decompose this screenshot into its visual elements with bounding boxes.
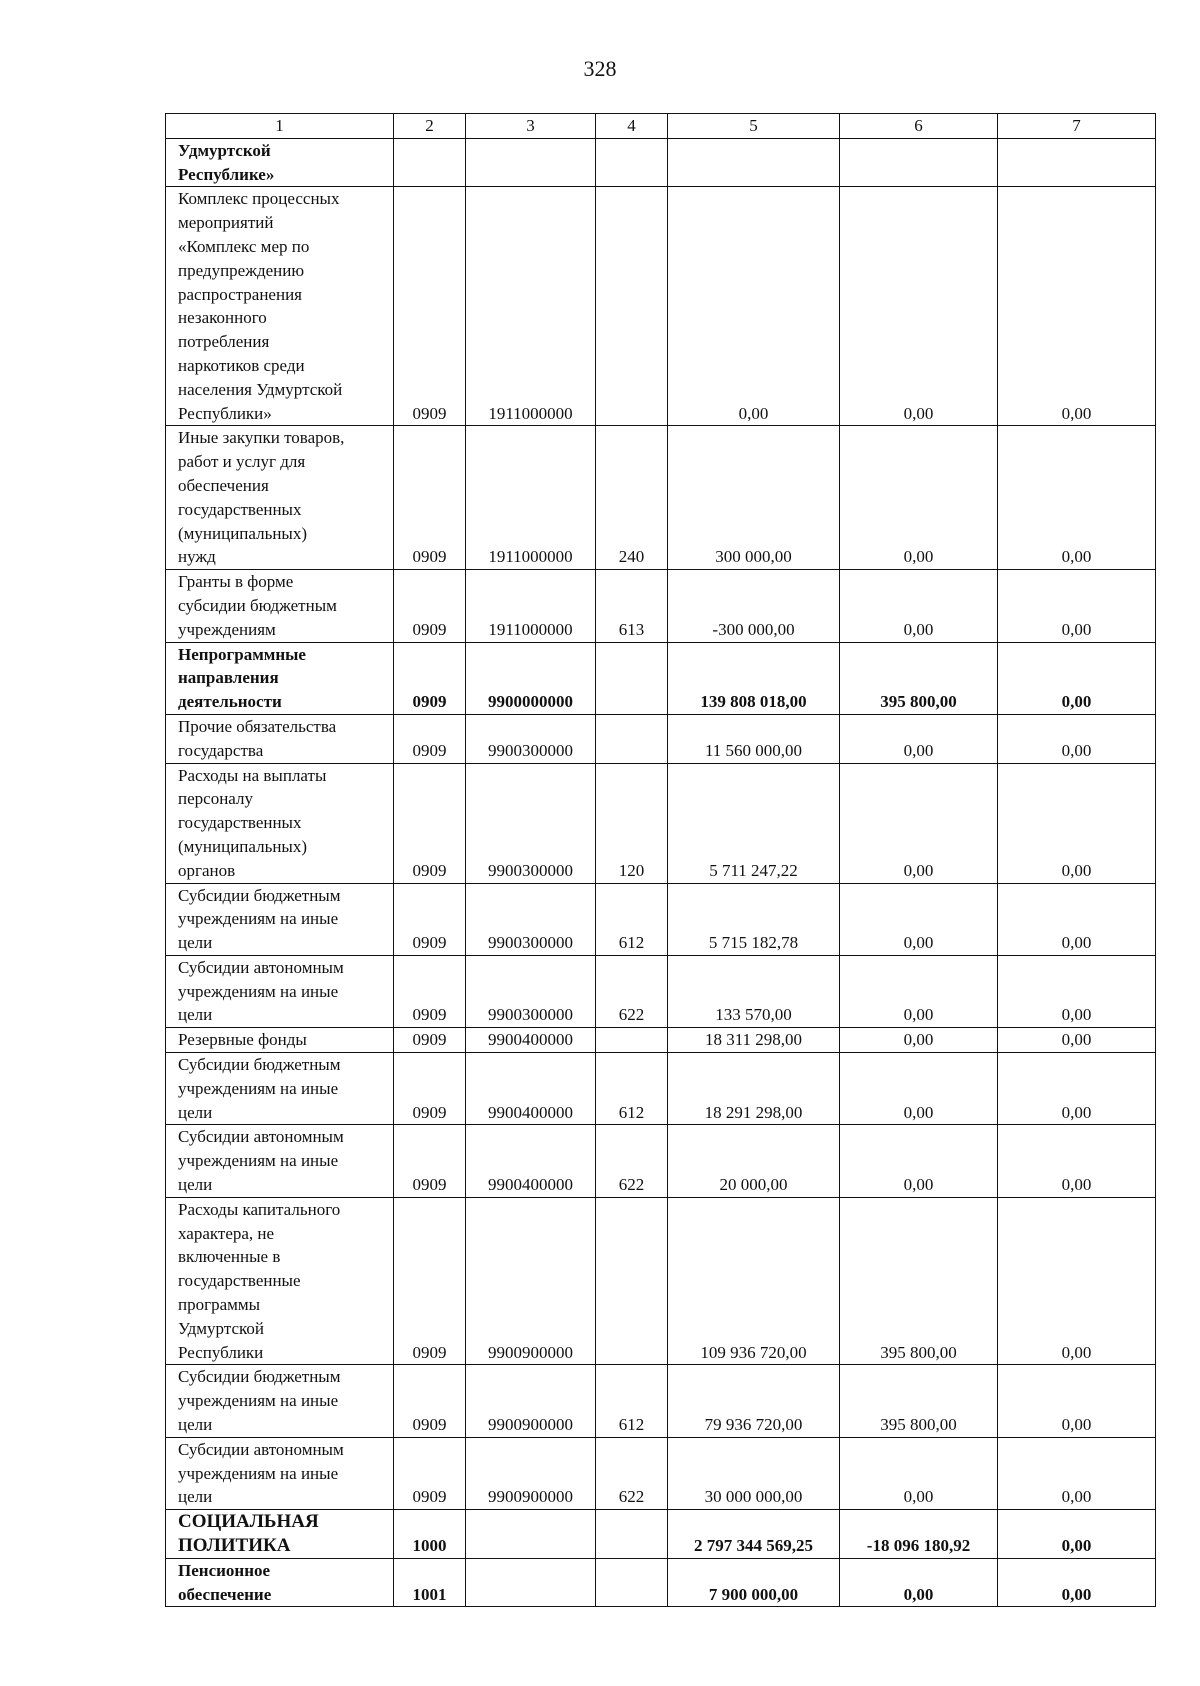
row-name-line: (муниципальных) (178, 836, 308, 856)
row-name-line: Субсидии бюджетным (178, 1367, 341, 1387)
target-code: 9900900000 (466, 1365, 596, 1437)
row-name-line: распространения (178, 284, 302, 304)
expense-type-code: 622 (596, 1125, 668, 1197)
table-row (166, 187, 1156, 426)
amount-col6: 0,00 (840, 955, 998, 1027)
amount-col7: 0,00 (998, 1510, 1156, 1559)
amount-col5: 133 570,00 (668, 955, 840, 1027)
expense-type-code: 240 (596, 426, 668, 570)
amount-col5: -300 000,00 (668, 570, 840, 642)
section-code: 0909 (394, 1053, 466, 1125)
row-name-line: Иные закупки товаров, (178, 428, 345, 448)
row-name-line: наркотиков среди (178, 355, 305, 375)
amount-col6: 0,00 (840, 763, 998, 883)
amount-col7: 0,00 (998, 426, 1156, 570)
row-name-line: деятельности (178, 692, 282, 712)
column-header: 4 (596, 114, 668, 139)
expense-type-code (596, 138, 668, 187)
table-row (166, 1197, 1156, 1365)
amount-col7: 0,00 (998, 642, 1156, 714)
row-name-line: программы (178, 1295, 261, 1315)
table-row (166, 1365, 1156, 1437)
amount-col5: 5 715 182,78 (668, 883, 840, 955)
row-name-line: Комплекс процессных (178, 189, 340, 209)
amount-col5: 2 797 344 569,25 (668, 1510, 840, 1559)
row-name (166, 714, 394, 763)
amount-col6: 395 800,00 (840, 1197, 998, 1365)
amount-col7: 0,00 (998, 955, 1156, 1027)
amount-col6: 0,00 (840, 426, 998, 570)
amount-col6: 0,00 (840, 1053, 998, 1125)
expense-type-code (596, 1510, 668, 1559)
row-name-line: Республики (178, 1342, 264, 1362)
amount-col6: 0,00 (840, 570, 998, 642)
amount-col5: 11 560 000,00 (668, 714, 840, 763)
row-name-line: «Комплекс мер по (178, 236, 310, 256)
section-code: 0909 (394, 714, 466, 763)
amount-col7: 0,00 (998, 1197, 1156, 1365)
row-name-line: государственных (178, 499, 302, 519)
section-code: 0909 (394, 763, 466, 883)
table-row (166, 883, 1156, 955)
row-name-line: Гранты в форме (178, 572, 294, 592)
row-name-line: Субсидии бюджетным (178, 885, 341, 905)
target-code: 1911000000 (466, 570, 596, 642)
row-name-line: Удмуртской (178, 140, 271, 160)
row-name-line: Субсидии бюджетным (178, 1055, 341, 1075)
amount-col5: 0,00 (668, 187, 840, 426)
amount-col6: 0,00 (840, 187, 998, 426)
amount-col6: 0,00 (840, 1558, 998, 1607)
row-name (166, 642, 394, 714)
column-header: 6 (840, 114, 998, 139)
row-name-line: учреждениям на иные (178, 1151, 339, 1171)
table-row (166, 1028, 1156, 1053)
row-name-line: нужд (178, 547, 216, 567)
amount-col6: 0,00 (840, 1437, 998, 1509)
target-code: 9900300000 (466, 763, 596, 883)
amount-col7: 0,00 (998, 1053, 1156, 1125)
row-name-line: Расходы капитального (178, 1199, 341, 1219)
row-name-line: Субсидии автономным (178, 957, 344, 977)
row-name (166, 763, 394, 883)
amount-col6: 0,00 (840, 1028, 998, 1053)
row-name-line: работ и услуг для (178, 452, 306, 472)
target-code: 1911000000 (466, 187, 596, 426)
row-name-line: государства (178, 740, 264, 760)
row-name (166, 138, 394, 187)
target-code: 9900900000 (466, 1197, 596, 1365)
amount-col5: 139 808 018,00 (668, 642, 840, 714)
amount-col5: 18 311 298,00 (668, 1028, 840, 1053)
expense-type-code (596, 642, 668, 714)
amount-col6 (840, 138, 998, 187)
table-row (166, 1053, 1156, 1125)
budget-table (165, 113, 1156, 1607)
expense-type-code: 622 (596, 955, 668, 1027)
amount-col5: 7 900 000,00 (668, 1558, 840, 1607)
row-name-line: цели (178, 1102, 213, 1122)
column-header-row (166, 114, 1156, 139)
section-code: 0909 (394, 1437, 466, 1509)
row-name-line: Субсидии автономным (178, 1127, 344, 1147)
section-code: 0909 (394, 642, 466, 714)
row-name (166, 1558, 394, 1607)
target-code: 9900300000 (466, 955, 596, 1027)
amount-col7: 0,00 (998, 1125, 1156, 1197)
amount-col7: 0,00 (998, 714, 1156, 763)
expense-type-code: 613 (596, 570, 668, 642)
row-name (166, 1197, 394, 1365)
row-name-line: учреждениям на иные (178, 1391, 339, 1411)
row-name (166, 955, 394, 1027)
amount-col6: 0,00 (840, 883, 998, 955)
amount-col5: 109 936 720,00 (668, 1197, 840, 1365)
table-row (166, 763, 1156, 883)
column-header: 5 (668, 114, 840, 139)
expense-type-code (596, 1558, 668, 1607)
row-name-line: государственных (178, 813, 302, 833)
row-name (166, 1125, 394, 1197)
table-row (166, 714, 1156, 763)
expense-type-code (596, 1028, 668, 1053)
row-name-line: предупреждению (178, 260, 305, 280)
amount-col5: 300 000,00 (668, 426, 840, 570)
table-row (166, 1437, 1156, 1509)
column-header: 3 (466, 114, 596, 139)
row-name-line: учреждениям на иные (178, 981, 339, 1001)
amount-col6: 395 800,00 (840, 642, 998, 714)
amount-col5: 18 291 298,00 (668, 1053, 840, 1125)
table-row (166, 426, 1156, 570)
section-code: 0909 (394, 1125, 466, 1197)
column-header: 2 (394, 114, 466, 139)
target-code: 9900400000 (466, 1125, 596, 1197)
row-name-line: Удмуртской (178, 1318, 265, 1338)
row-name-line: включенные в (178, 1247, 281, 1267)
expense-type-code: 120 (596, 763, 668, 883)
column-header: 1 (166, 114, 394, 139)
row-name-line: органов (178, 860, 236, 880)
table-row (166, 1125, 1156, 1197)
table-row (166, 955, 1156, 1027)
section-code: 0909 (394, 570, 466, 642)
amount-col6: 0,00 (840, 1125, 998, 1197)
row-name-line: цели (178, 933, 213, 953)
target-code: 9900400000 (466, 1028, 596, 1053)
row-name (166, 1028, 394, 1053)
table-row (166, 1510, 1156, 1559)
row-name-line: учреждениям (178, 619, 276, 639)
row-name-line: учреждениям на иные (178, 1078, 339, 1098)
row-name (166, 1437, 394, 1509)
target-code (466, 138, 596, 187)
expense-type-code (596, 187, 668, 426)
row-name-line: (муниципальных) (178, 523, 308, 543)
expense-type-code (596, 1197, 668, 1365)
target-code: 9900000000 (466, 642, 596, 714)
section-code: 0909 (394, 883, 466, 955)
row-name-line: Непрограммные (178, 644, 306, 664)
row-name-line: населения Удмуртской (178, 379, 343, 399)
expense-type-code: 612 (596, 1365, 668, 1437)
row-name-line: Расходы на выплаты (178, 765, 327, 785)
amount-col7: 0,00 (998, 1028, 1156, 1053)
amount-col5: 79 936 720,00 (668, 1365, 840, 1437)
amount-col6: -18 096 180,92 (840, 1510, 998, 1559)
table-row (166, 642, 1156, 714)
row-name-line: персоналу (178, 789, 253, 809)
row-name-line: цели (178, 1487, 213, 1507)
row-name-line: цели (178, 1005, 213, 1025)
row-name-line: незаконного (178, 308, 267, 328)
section-code: 0909 (394, 187, 466, 426)
amount-col7: 0,00 (998, 187, 1156, 426)
expense-type-code: 612 (596, 883, 668, 955)
section-code: 0909 (394, 955, 466, 1027)
amount-col7: 0,00 (998, 763, 1156, 883)
target-code: 9900300000 (466, 883, 596, 955)
amount-col5: 20 000,00 (668, 1125, 840, 1197)
target-code: 9900400000 (466, 1053, 596, 1125)
target-code (466, 1510, 596, 1559)
section-code: 0909 (394, 1028, 466, 1053)
amount-col7: 0,00 (998, 570, 1156, 642)
row-name-line: СОЦИАЛЬНАЯ (178, 1511, 319, 1533)
row-name-line: цели (178, 1415, 213, 1435)
budget-table-body (166, 114, 1156, 1607)
row-name-line: Резервные фонды (178, 1030, 307, 1050)
row-name-line: Республики» (178, 403, 272, 423)
amount-col6: 395 800,00 (840, 1365, 998, 1437)
amount-col7: 0,00 (998, 1437, 1156, 1509)
expense-type-code (596, 714, 668, 763)
section-code: 0909 (394, 1197, 466, 1365)
row-name-line: Республике» (178, 164, 275, 184)
target-code (466, 1558, 596, 1607)
section-code: 1001 (394, 1558, 466, 1607)
row-name (166, 187, 394, 426)
amount-col7: 0,00 (998, 883, 1156, 955)
row-name-line: Субсидии автономным (178, 1439, 344, 1459)
amount-col5 (668, 138, 840, 187)
amount-col5: 30 000 000,00 (668, 1437, 840, 1509)
row-name-line: направления (178, 668, 279, 688)
table-row (166, 138, 1156, 187)
target-code: 9900900000 (466, 1437, 596, 1509)
row-name-line: государственные (178, 1271, 301, 1291)
amount-col6: 0,00 (840, 714, 998, 763)
section-code: 0909 (394, 1365, 466, 1437)
row-name (166, 883, 394, 955)
row-name-line: Прочие обязательства (178, 716, 337, 736)
row-name-line: Пенсионное (178, 1560, 271, 1580)
amount-col5: 5 711 247,22 (668, 763, 840, 883)
row-name (166, 1510, 394, 1559)
row-name-line: мероприятий (178, 213, 274, 233)
row-name-line: учреждениям на иные (178, 909, 339, 929)
table-row (166, 1558, 1156, 1607)
row-name-line: учреждениям на иные (178, 1463, 339, 1483)
table-row (166, 570, 1156, 642)
amount-col7 (998, 138, 1156, 187)
row-name (166, 1053, 394, 1125)
section-code (394, 138, 466, 187)
amount-col7: 0,00 (998, 1558, 1156, 1607)
row-name-line: обеспечения (178, 475, 269, 495)
amount-col7: 0,00 (998, 1365, 1156, 1437)
target-code: 9900300000 (466, 714, 596, 763)
row-name-line: субсидии бюджетным (178, 595, 337, 615)
target-code: 1911000000 (466, 426, 596, 570)
row-name (166, 426, 394, 570)
section-code: 0909 (394, 426, 466, 570)
row-name-line: потребления (178, 332, 270, 352)
row-name-line: характера, не (178, 1223, 275, 1243)
row-name-line: цели (178, 1175, 213, 1195)
expense-type-code: 622 (596, 1437, 668, 1509)
column-header: 7 (998, 114, 1156, 139)
row-name-line: обеспечение (178, 1584, 272, 1604)
page-number: 328 (583, 56, 617, 81)
row-name-line: ПОЛИТИКА (178, 1535, 291, 1557)
expense-type-code: 612 (596, 1053, 668, 1125)
section-code: 1000 (394, 1510, 466, 1559)
row-name (166, 570, 394, 642)
row-name (166, 1365, 394, 1437)
